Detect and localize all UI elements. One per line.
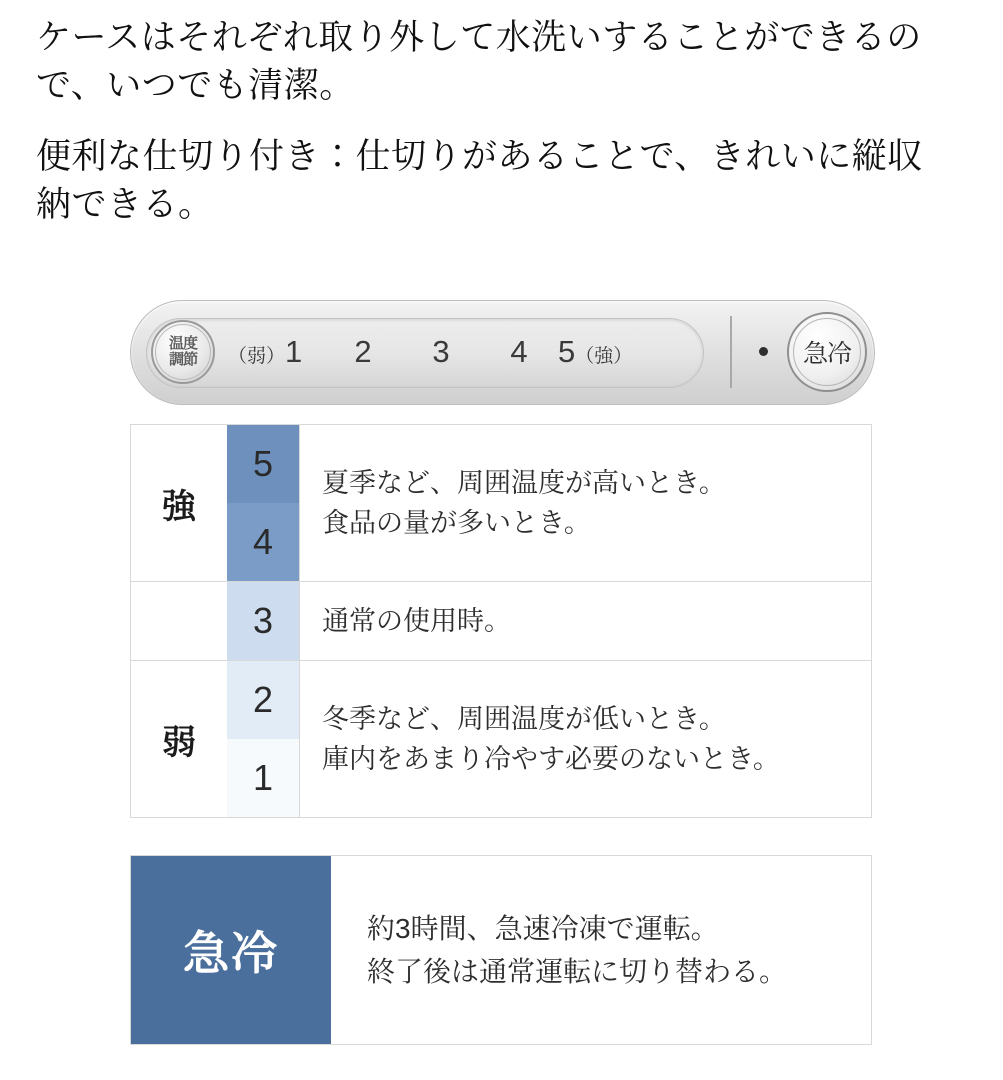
level-stack-strong <box>227 425 299 581</box>
dial-divider <box>730 316 732 388</box>
row-side-label-strong: 強 <box>162 487 196 526</box>
table-row <box>131 425 871 582</box>
scale-tick-1 <box>228 334 324 370</box>
scale-strong-mark: （強） <box>575 346 633 367</box>
knob-inner-ring <box>155 324 211 380</box>
level-cell-5: 5 <box>227 425 299 503</box>
temperature-settings-table <box>130 424 872 818</box>
level-cell-1: 1 <box>227 739 299 817</box>
paragraph-divider: 便利な仕切り付き：仕切りがあることで、きれいに縦収納できる。 <box>36 136 923 224</box>
temperature-dial-illustration <box>130 300 875 405</box>
scale-tick-2 <box>324 334 402 370</box>
scale-value-5: 5 <box>558 334 576 369</box>
quick-freeze-panel <box>130 855 872 1045</box>
knob-label-line1: 温度 <box>168 335 197 353</box>
level-stack-weak <box>227 661 299 817</box>
level-cell-3: 3 <box>227 582 299 660</box>
scale-tick-5 <box>558 334 632 370</box>
temperature-adjust-knob[interactable] <box>151 320 215 384</box>
table-row <box>131 661 871 817</box>
description-line: 通常の使用時。 <box>322 605 511 636</box>
level-cell-2: 2 <box>227 661 299 739</box>
row-description-normal <box>299 582 871 660</box>
dial-dot-marker <box>759 347 768 356</box>
description-line: 冬季など、周囲温度が低いとき。 <box>322 703 726 734</box>
scale-value-3: 3 <box>432 334 450 369</box>
description-line: 夏季など、周囲温度が高いとき。 <box>322 467 726 498</box>
paragraph-washable: ケースはそれぞれ取り外して水洗いすることができるので、いつでも清潔。 <box>36 18 922 106</box>
table-row <box>131 582 871 661</box>
knob-label-line2: 調節 <box>168 351 197 368</box>
description-line: 庫内をあまり冷やす必要のないとき。 <box>322 744 780 774</box>
quick-knob-label: 急冷 <box>802 340 851 368</box>
description-line: 約3時間、急速冷凍で運転。 <box>367 912 719 944</box>
quick-freeze-label: 急冷 <box>131 856 331 1044</box>
description-line: 食品の量が多いとき。 <box>322 508 591 538</box>
dial-scale <box>228 322 698 382</box>
feature-description <box>36 14 956 251</box>
scale-tick-3 <box>402 334 480 370</box>
scale-value-4: 4 <box>510 334 528 369</box>
quick-knob-inner-ring <box>793 318 861 386</box>
row-description-weak <box>299 661 871 817</box>
row-side-label-weak: 弱 <box>162 723 196 762</box>
quick-freeze-knob[interactable] <box>787 312 867 392</box>
level-stack-normal <box>227 582 299 660</box>
scale-value-1: 1 <box>285 334 303 369</box>
quick-freeze-description <box>331 856 871 1044</box>
scale-tick-4 <box>480 334 558 370</box>
level-cell-4: 4 <box>227 503 299 581</box>
scale-value-2: 2 <box>354 334 372 369</box>
description-line: 終了後は通常運転に切り替わる。 <box>367 956 788 987</box>
scale-weak-mark: （弱） <box>228 346 286 367</box>
row-description-strong <box>299 425 871 581</box>
row-side-label-normal <box>131 582 227 660</box>
